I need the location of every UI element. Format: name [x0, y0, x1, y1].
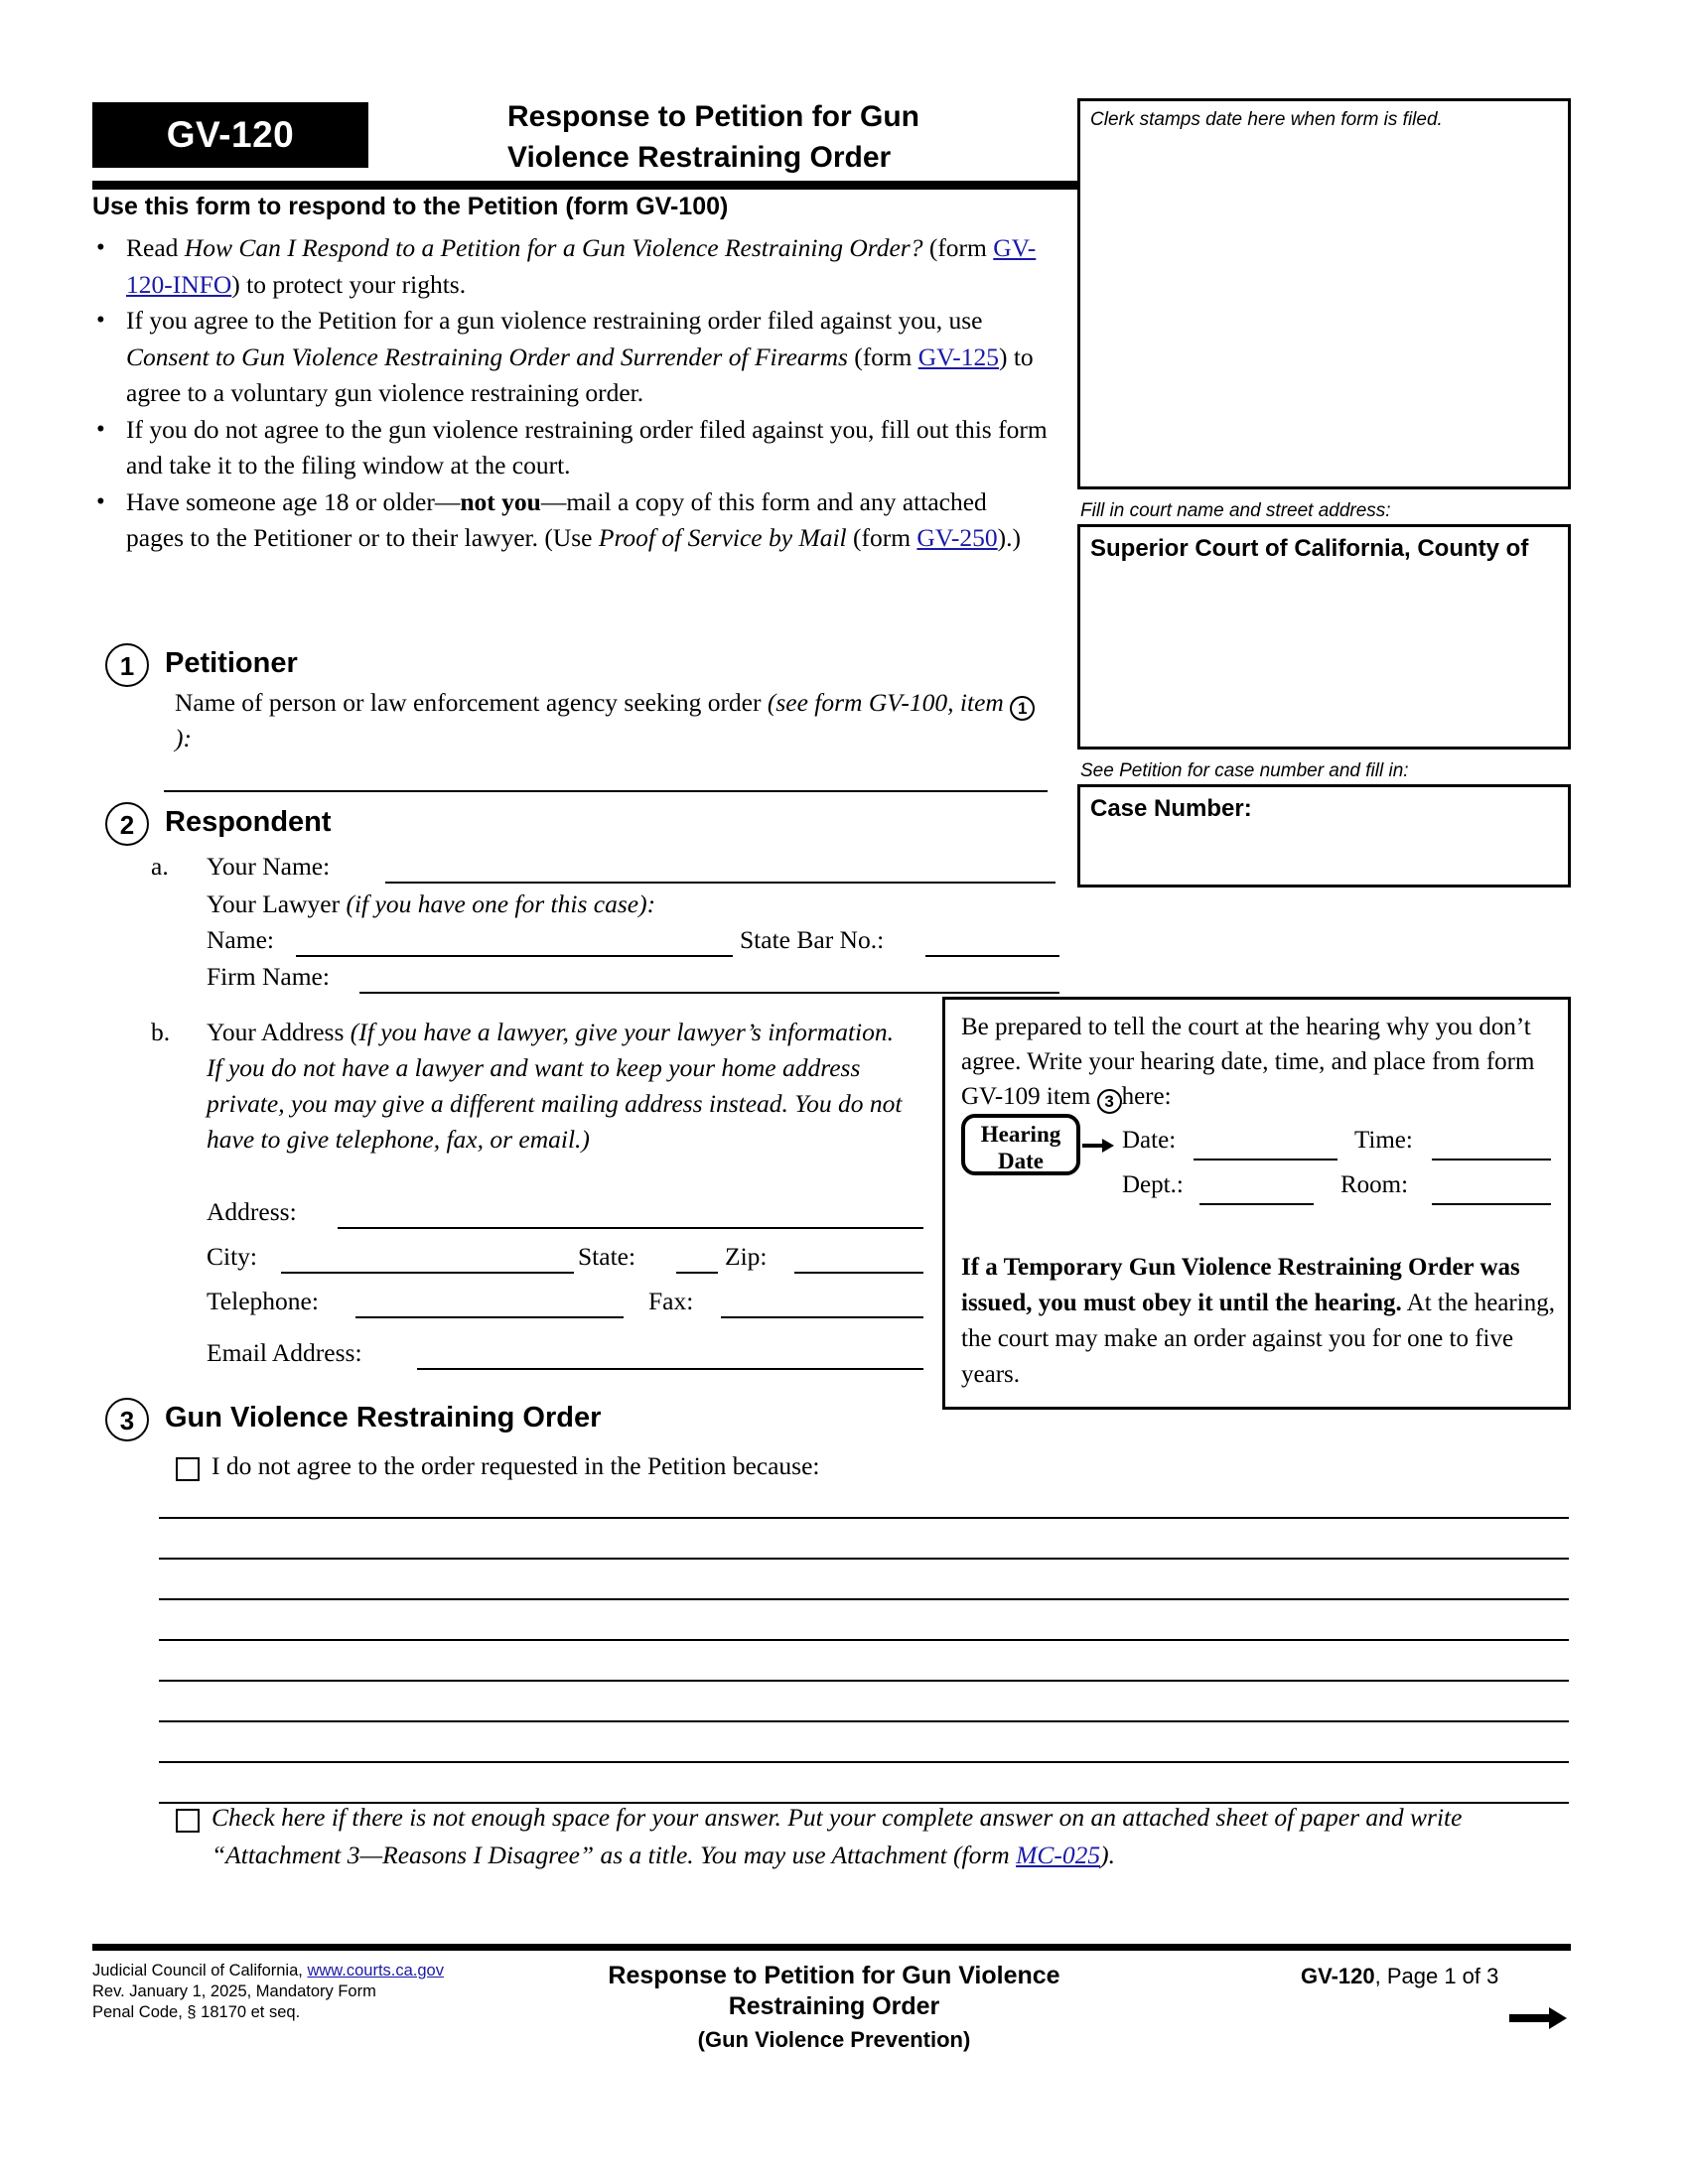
- state-bar-input-line[interactable]: [925, 955, 1059, 957]
- answer-write-line[interactable]: [159, 1639, 1569, 1641]
- lawyer-name-label: Name:: [207, 925, 274, 954]
- italic-text: ).: [1100, 1841, 1115, 1869]
- answer-write-line[interactable]: [159, 1558, 1569, 1560]
- page-title: [507, 96, 1163, 178]
- text-run: Attachment: [831, 1841, 954, 1869]
- next-page-arrow-icon: [1509, 2005, 1567, 2031]
- firm-name-label: Firm Name:: [207, 962, 330, 991]
- footer-form-number: GV-120: [1301, 1964, 1375, 1988]
- case-number-label: See Petition for case number and fill in:: [1080, 760, 1409, 781]
- footer-center-block: [467, 1961, 1201, 2055]
- instruction-bullet: [92, 484, 1051, 557]
- state-input-line[interactable]: [676, 1272, 718, 1274]
- clerk-stamp-box: [1077, 98, 1571, 489]
- hearing-time-label: Time:: [1354, 1127, 1413, 1154]
- section-1-instruction: [175, 685, 1039, 756]
- your-address-label: [207, 1015, 914, 1158]
- hearing-date-input-line[interactable]: [1194, 1159, 1337, 1160]
- bullet-dot-icon: •: [96, 415, 105, 443]
- section-1-instruction-a: Name of person or law enforcement agency seeking order: [175, 688, 768, 717]
- city-input-line[interactable]: [281, 1272, 574, 1274]
- hearing-date-badge: [961, 1114, 1080, 1175]
- state-label: State:: [578, 1242, 636, 1271]
- address-input-line[interactable]: [338, 1227, 923, 1229]
- answer-write-line[interactable]: [159, 1680, 1569, 1682]
- form-header: [92, 100, 1145, 174]
- text-run: Be prepared to tell the court at the hearing why you don’t agree. Write your hearing date, time, and place from form GV-109 item: [961, 1014, 1535, 1110]
- italic-text: How Can I Respond to a Petition for a Gun Violence Restraining Order?: [184, 233, 923, 262]
- hearing-info-box: [942, 997, 1571, 1410]
- instruction-bullet: [92, 412, 1051, 484]
- use-this-form-heading: Use this form to respond to the Petition (form GV-100): [92, 193, 729, 220]
- footer-right-block: [1301, 1964, 1579, 1989]
- form-link[interactable]: GV-250: [916, 523, 998, 552]
- form-title-line2: Violence Restraining Order: [507, 141, 892, 174]
- lawyer-name-input-line[interactable]: [296, 955, 733, 957]
- footer-title-line2: Restraining Order: [728, 1992, 940, 2020]
- courts-website-link[interactable]: www.courts.ca.gov: [307, 1962, 444, 1979]
- text-run: (form: [922, 233, 994, 262]
- hearing-dept-label: Dept.:: [1122, 1171, 1184, 1198]
- section-2a-letter: a.: [151, 852, 169, 881]
- section-3-title: Gun Violence Restraining Order: [165, 1402, 602, 1433]
- bold-text: If a Temporary Gun Violence Restraining Order was issued, you must obey it until the hearing.: [961, 1254, 1520, 1316]
- firm-name-input-line[interactable]: [359, 992, 1059, 994]
- text-run: If you do not agree to the gun violence restraining order filed against you, fill out this form and take it to the filing window at the court.: [126, 414, 1048, 479]
- hearing-date-label: Date:: [1122, 1127, 1177, 1154]
- italic-text: Proof of Service by Mail: [598, 523, 847, 552]
- your-name-label: Your Name:: [207, 852, 331, 881]
- form-number-badge: GV-120: [92, 102, 368, 168]
- hearing-time-input-line[interactable]: [1432, 1159, 1551, 1160]
- instruction-bullets: [92, 230, 1051, 557]
- section-2-title: Respondent: [165, 806, 332, 838]
- petitioner-name-line[interactable]: [164, 790, 1048, 792]
- your-address-note: (If you have a lawyer, give your lawyer’s information. If you do not have a lawyer and want to keep your home address private, you may give a different mailing address instead. You do not have to give telephone, fax, or email.): [207, 1018, 903, 1154]
- hearing-badge-line2: Date: [998, 1149, 1044, 1173]
- text-run: (form: [846, 523, 917, 552]
- disagree-checkbox-label: I do not agree to the order requested in the Petition because:: [211, 1451, 820, 1480]
- italic-text: Check here if there is not enough space for your answer. Put your complete answer on an attached sheet of paper and write “Attachment 3—Reasons I Disagree” as a title. You may use: [211, 1803, 1463, 1869]
- case-number-box[interactable]: [1077, 784, 1571, 887]
- your-lawyer-label: [207, 887, 655, 922]
- text-run: here:: [1121, 1083, 1172, 1110]
- bold-text: not you: [460, 486, 541, 516]
- form-link[interactable]: GV-125: [917, 341, 999, 371]
- text-run: ) to agree to a voluntary gun violence restraining order.: [126, 341, 1034, 407]
- bullet-text: [126, 487, 1021, 553]
- section-2b-letter: b.: [151, 1018, 171, 1046]
- footer-title-line1: Response to Petition for Gun Violence: [608, 1962, 1060, 1989]
- bullet-dot-icon: •: [96, 307, 105, 334]
- city-label: City:: [207, 1242, 258, 1271]
- bullet-text: [126, 306, 1034, 407]
- footer-penal-code: Penal Code, § 18170 et seq.: [92, 2003, 301, 2021]
- disagree-checkbox[interactable]: [176, 1457, 200, 1481]
- footer-page-number: , Page 1 of 3: [1374, 1964, 1499, 1988]
- hearing-dept-input-line[interactable]: [1199, 1203, 1314, 1205]
- hearing-room-label: Room:: [1340, 1171, 1409, 1198]
- attachment-checkbox[interactable]: [176, 1809, 200, 1833]
- section-3-number: 3: [105, 1398, 149, 1441]
- fax-label: Fax:: [648, 1287, 694, 1315]
- text-run: Read: [126, 233, 185, 262]
- arrow-right-icon: [1082, 1139, 1114, 1153]
- italic-text: Consent to Gun Violence Restraining Order and Surrender of Firearms: [126, 341, 848, 371]
- bullet-dot-icon: •: [96, 234, 105, 261]
- footer-revision: Rev. January 1, 2025, Mandatory Form: [92, 1982, 376, 2000]
- hearing-badge-line1: Hearing: [980, 1122, 1061, 1147]
- section-1-instruction-b: (see form GV-100, item: [767, 688, 1011, 717]
- your-name-input-line[interactable]: [385, 882, 1055, 884]
- footer-jc-text: Judicial Council of California,: [92, 1962, 308, 1979]
- your-lawyer-note: (if you have one for this case):: [346, 889, 656, 918]
- italic-text: (form: [953, 1841, 1017, 1869]
- telephone-input-line[interactable]: [355, 1316, 624, 1318]
- text-run: At the hearing, the court may make an order against you for one to five years.: [961, 1290, 1555, 1388]
- attachment-note: [211, 1799, 1572, 1874]
- bullet-text: [126, 233, 1036, 299]
- form-link[interactable]: MC-025: [1016, 1841, 1101, 1869]
- instruction-bullet: [92, 230, 1051, 303]
- fax-input-line[interactable]: [721, 1316, 923, 1318]
- bullet-text: [126, 415, 1048, 480]
- email-input-line[interactable]: [417, 1368, 923, 1370]
- bullet-dot-icon: •: [96, 487, 105, 515]
- address-label: Address:: [207, 1197, 297, 1226]
- hearing-intro-text: [961, 1010, 1557, 1114]
- text-run: —mail a copy of this form and any attached pages to the Petitioner or to their lawyer. (Use: [126, 486, 987, 552]
- answer-write-line[interactable]: [159, 1598, 1569, 1600]
- answer-write-line[interactable]: [159, 1517, 1569, 1519]
- section-2-number: 2: [105, 802, 149, 846]
- text-run: (form: [847, 341, 918, 371]
- inline-circle-1: 1: [1010, 696, 1035, 721]
- footer-title-line3: (Gun Violence Prevention): [697, 2027, 971, 2052]
- text-run: If you agree to the Petition for a gun violence restraining order filed against you, use: [126, 306, 983, 335]
- court-name-value: Superior Court of California, County of: [1090, 535, 1529, 562]
- instruction-bullet: [92, 303, 1051, 412]
- telephone-label: Telephone:: [207, 1287, 319, 1315]
- answer-write-line[interactable]: [159, 1761, 1569, 1763]
- clerk-stamp-label: Clerk stamps date here when form is filed.: [1090, 109, 1443, 130]
- section-1-number: 1: [105, 643, 149, 687]
- text-run: Have someone age 18 or older—: [126, 486, 461, 516]
- footer-divider: [92, 1944, 1571, 1951]
- inline-circle-3: 3: [1097, 1089, 1122, 1114]
- form-title-line1: Response to Petition for Gun: [507, 100, 920, 133]
- your-address-label-text: Your Address: [207, 1018, 351, 1046]
- court-name-label: Fill in court name and street address:: [1080, 500, 1391, 521]
- your-lawyer-label-text: Your Lawyer: [207, 889, 347, 918]
- section-1-instruction-c: ):: [175, 724, 192, 752]
- answer-write-line[interactable]: [159, 1720, 1569, 1722]
- header-divider: [92, 181, 1148, 190]
- email-label: Email Address:: [207, 1338, 362, 1367]
- hearing-room-input-line[interactable]: [1432, 1203, 1551, 1205]
- text-run: ).): [997, 523, 1022, 552]
- hearing-warning-text: [961, 1250, 1557, 1393]
- zip-label: Zip:: [725, 1242, 768, 1271]
- form-link[interactable]: GV-120-INFO: [126, 233, 1037, 299]
- case-number-value: Case Number:: [1090, 795, 1252, 822]
- state-bar-label: State Bar No.:: [740, 925, 885, 954]
- text-run: ) to protect your rights.: [231, 269, 467, 299]
- court-name-box[interactable]: [1077, 524, 1571, 750]
- zip-input-line[interactable]: [794, 1272, 923, 1274]
- section-1-title: Petitioner: [165, 647, 298, 679]
